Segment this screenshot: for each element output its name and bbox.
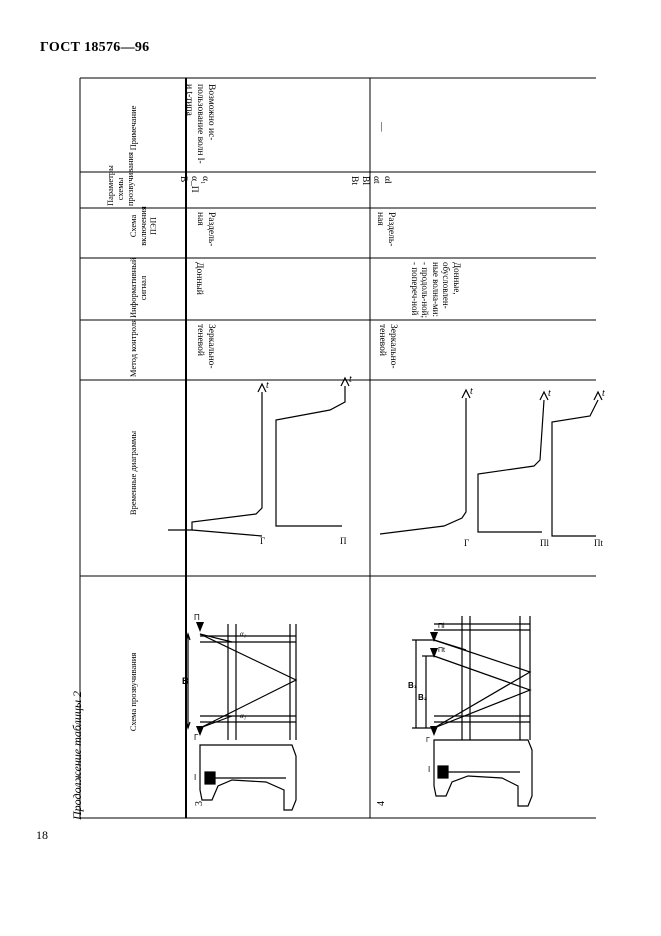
row-3-diagram-label-r: Г: [260, 536, 266, 546]
row-4-diagram-label-pt: Пt: [594, 538, 603, 548]
header-scheme: Схема прозвучивания: [128, 652, 138, 732]
header-signal: Информативный сигнал: [128, 257, 148, 318]
row-3-signal: Донный: [194, 262, 204, 295]
row-3-probe-label: I: [194, 773, 197, 782]
row-3-diagram-axis-t2: t: [349, 374, 352, 385]
row-4-param-1: αl: [382, 176, 392, 184]
row-3-beam-label: B: [182, 676, 189, 686]
row-4-diagram-axis-t3: t: [602, 388, 605, 399]
row-3-label-g: Г: [194, 733, 199, 742]
row-3-param-3: B: [178, 176, 188, 183]
header-method: Метод контроля: [128, 318, 138, 378]
header-pep: Схема включения ПЭП: [128, 206, 158, 246]
row-3-method: Зеркально-теневой: [195, 324, 216, 369]
header-params: Параметры схемы прозвучивания: [105, 152, 135, 206]
row-4-label-t: Пt: [438, 647, 445, 654]
row-4-b1-label: B₁: [408, 681, 418, 690]
row-4-param-2: αt: [371, 176, 381, 184]
row-4-pep: Раздель-ная: [375, 212, 396, 247]
row-3-angle-top: α₁: [240, 630, 247, 638]
row-3-angle-bottom: α₁: [240, 712, 247, 720]
row-4-number: 4: [376, 801, 387, 806]
page-number: 18: [36, 828, 48, 842]
row-3-diagram-label-p: П: [340, 536, 347, 546]
row-4-param-4: Bt: [349, 176, 359, 185]
row-4-b2-label: B₂: [418, 693, 428, 702]
row-4-diagram-label-r: Г: [464, 538, 470, 548]
row-3-param-1: α₁: [200, 176, 210, 185]
row-4-label-g: Г: [426, 737, 430, 744]
header-note: Примечание: [128, 105, 138, 151]
row-4-diagram-axis-t2: t: [548, 388, 551, 399]
row-4-param-3: Bl: [360, 176, 370, 185]
row-4-diagram-axis-t: t: [470, 386, 473, 397]
row-4-method: Зеркально-теневой: [377, 324, 398, 369]
row-3-label-p: П: [194, 613, 200, 622]
row-4-transducer-r: [430, 726, 438, 736]
row-3-pep: Раздель-ная: [195, 212, 216, 247]
document-header: ГОСТ 18576—96: [40, 40, 150, 55]
row-4-label-l: Пl: [438, 623, 445, 630]
row-4-signal: Донные, обусловлен-ные волна-ми: - продоль-ной; - попереч-ной: [410, 262, 462, 318]
table-caption: Продолжение таблицы 2: [70, 690, 84, 820]
header-diagrams: Временные диаграммы: [128, 430, 138, 516]
row-4-note: —: [376, 122, 386, 132]
row-4-diagram-label-pl: Пl: [540, 538, 549, 548]
row-3-param-2: α_П: [189, 176, 199, 193]
row-4-probe-label: I: [428, 765, 431, 774]
row-3-number: 3: [194, 801, 205, 806]
row-3-note: Возможно ис-пользование волн l- и t-типа: [184, 84, 216, 164]
row-3-diagram-axis-t: t: [266, 380, 269, 391]
